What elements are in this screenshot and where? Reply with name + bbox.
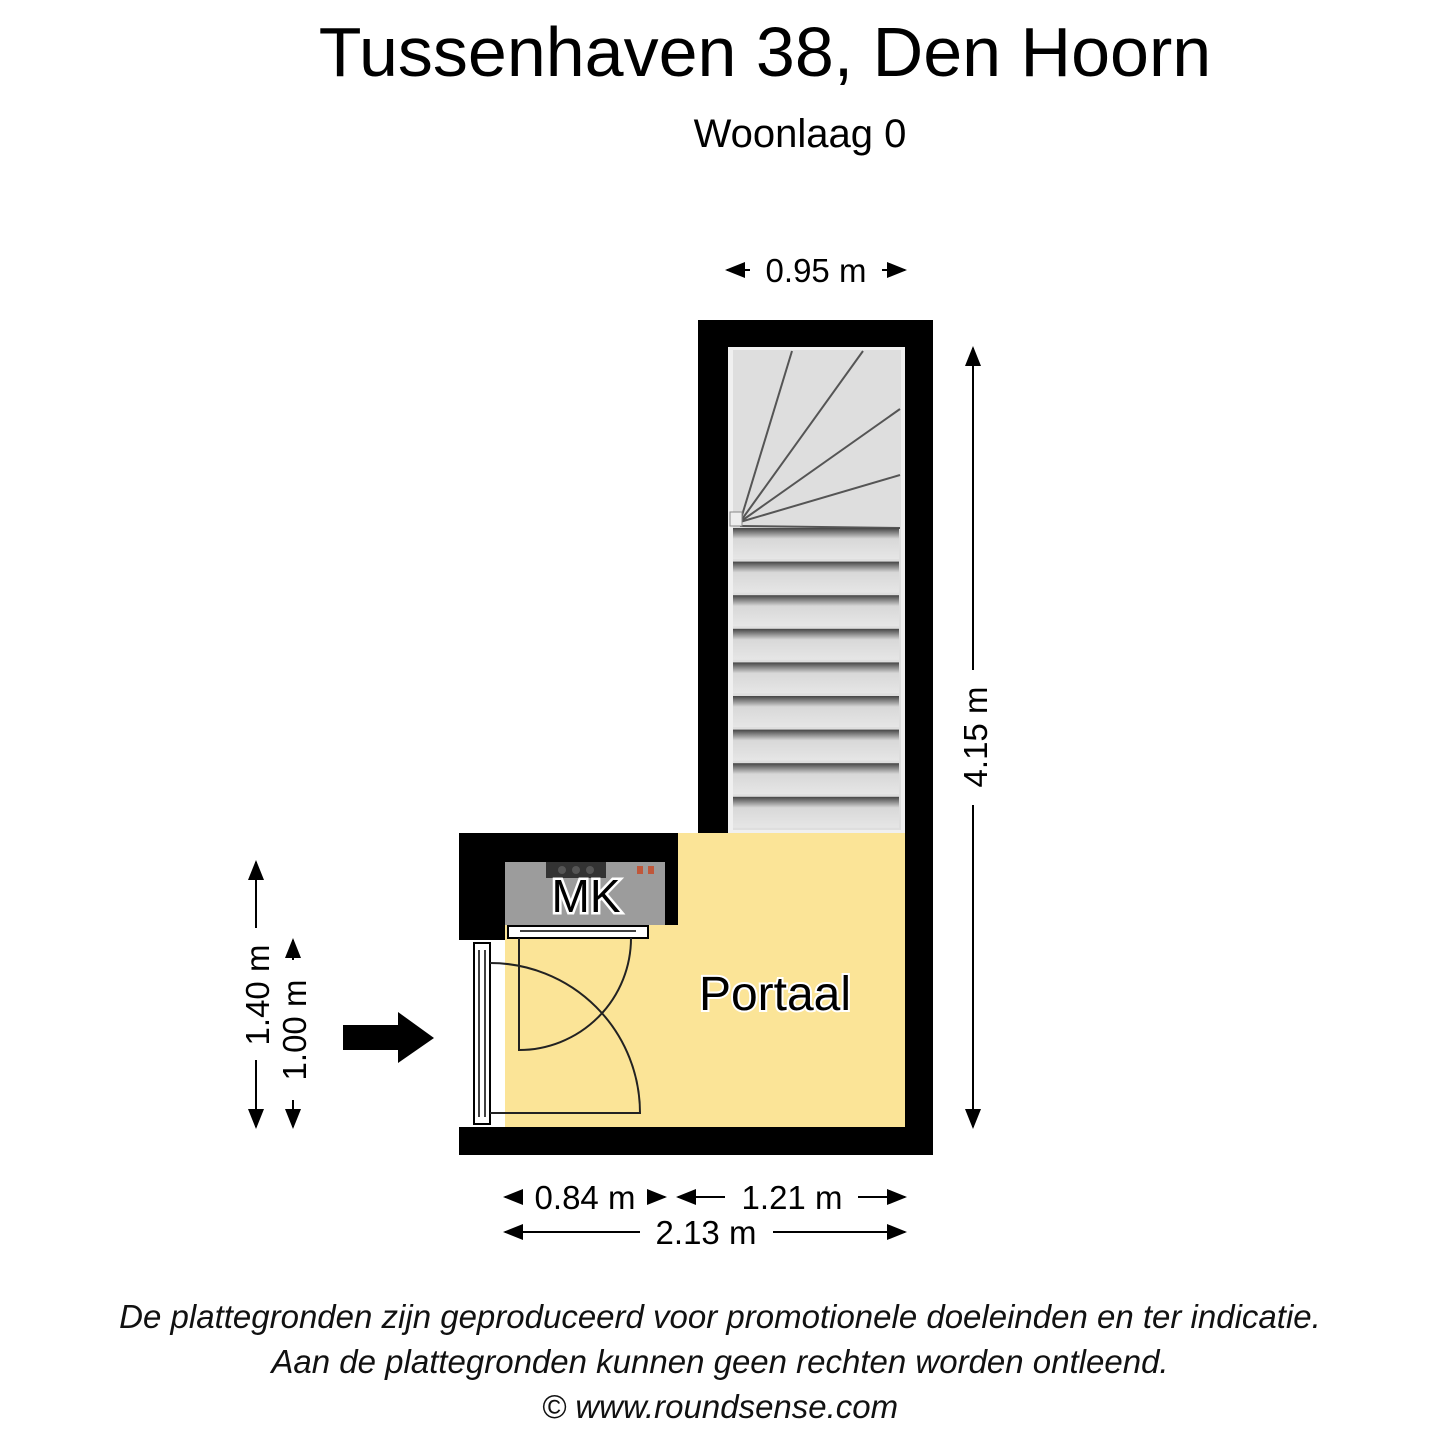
staircase	[728, 347, 905, 833]
stair-tread	[733, 696, 899, 727]
room-label-mk: MK	[551, 870, 621, 922]
dim-stair-length: 4.15 m	[957, 686, 994, 788]
dim-left-outer: 1.40 m	[239, 944, 276, 1046]
dim-bottom-left: 0.84 m	[534, 1179, 636, 1216]
stair-tread	[733, 797, 899, 828]
floor-level-label: Woonlaag 0	[693, 112, 907, 156]
stair-tread	[733, 763, 899, 794]
dim-stair-width: 0.95 m	[765, 252, 867, 289]
stair-tread	[733, 528, 899, 559]
stair-tread	[733, 629, 899, 660]
stair-tread	[733, 662, 899, 693]
stair-tread	[733, 730, 899, 761]
entrance-arrow-icon	[343, 1012, 434, 1063]
disclaimer-line-1: De plattegronden zijn geproduceerd voor promotionele doeleinden en ter indicatie.	[119, 1298, 1321, 1335]
room-label-portaal: Portaal	[698, 968, 852, 1021]
dim-bottom-total: 2.13 m	[655, 1214, 757, 1251]
stair-tread	[733, 562, 899, 593]
stair-tread	[733, 595, 899, 626]
copyright: © www.roundsense.com	[541, 1388, 899, 1425]
dim-left-door: 1.00 m	[276, 979, 313, 1081]
disclaimer-line-2: Aan de plattegronden kunnen geen rechten worden ontleend.	[271, 1343, 1169, 1380]
dim-bottom-right: 1.21 m	[741, 1179, 843, 1216]
plan-title: Tussenhaven 38, Den Hoorn	[318, 13, 1212, 91]
